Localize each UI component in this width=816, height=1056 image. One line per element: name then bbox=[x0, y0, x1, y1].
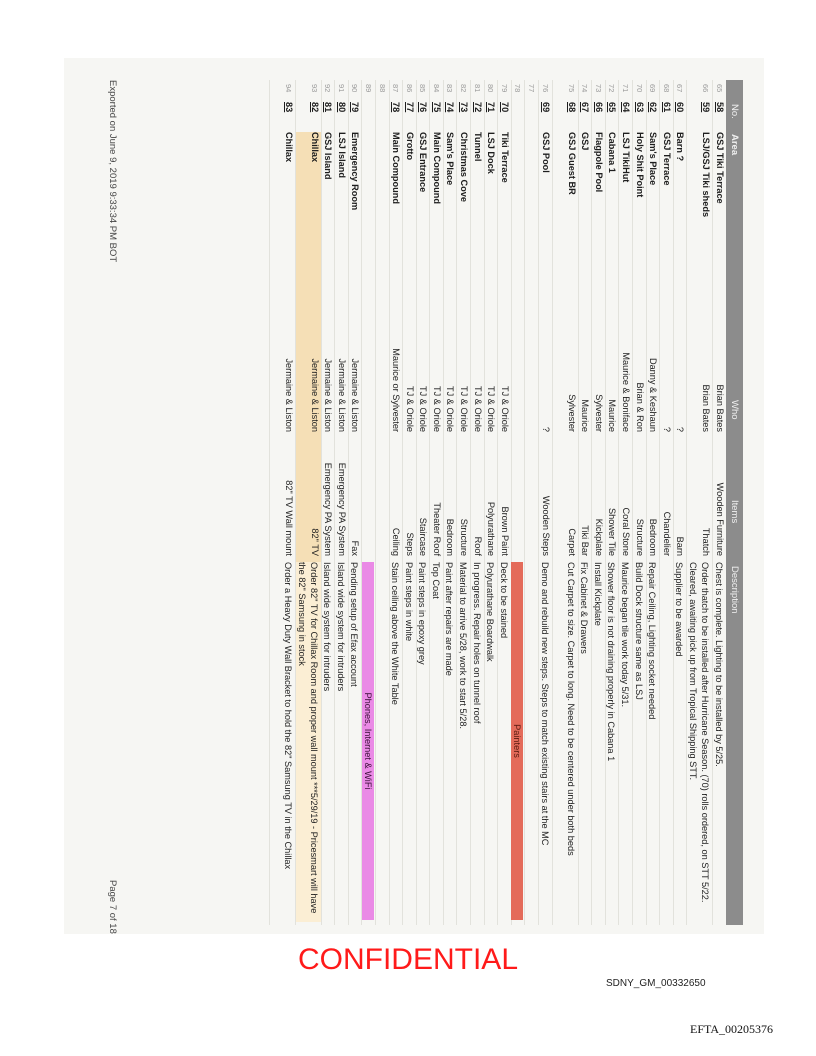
area-cell: LSJ/GSJ Tiki sheds bbox=[701, 132, 712, 218]
items-cell: Brown Paint bbox=[499, 506, 510, 556]
area-cell: Barn ? bbox=[675, 132, 686, 162]
who-cell: TJ & Oriole bbox=[431, 386, 442, 432]
table-row bbox=[334, 80, 348, 925]
table-row bbox=[348, 80, 362, 925]
who-cell: TJ & Oriole bbox=[472, 386, 483, 432]
description-cell bbox=[362, 562, 374, 922]
table-row bbox=[605, 80, 619, 925]
rotated-table-page bbox=[83, 80, 773, 960]
description-cell: Chest is complete. Lighting to be installed by 5/25. bbox=[714, 562, 724, 767]
description-cell: Repair Ceiling, Lighting socket needed bbox=[647, 562, 658, 720]
who-cell: Brian & Ron bbox=[634, 382, 645, 432]
items-cell: Bedroom bbox=[445, 518, 456, 556]
items-cell: Bedroom bbox=[648, 518, 659, 556]
area-cell: GSJ Pool bbox=[540, 132, 551, 173]
page-number: Page 7 of 18 bbox=[107, 880, 118, 934]
item-number: 82 bbox=[309, 102, 320, 113]
item-number: 72 bbox=[472, 102, 483, 113]
description-cell: Order thatch to be installed after Hurricane Season. (70) rolls ordered, on STT 5/22. Cleared, awaiting pick up from Tropical Shipping STT. bbox=[688, 562, 711, 903]
table-row bbox=[429, 80, 443, 925]
row-number: 93 bbox=[309, 84, 319, 93]
row-number: 66 bbox=[701, 84, 711, 93]
table-row bbox=[511, 80, 525, 925]
row-number: 75 bbox=[566, 84, 576, 93]
description-cell: Order a Heavy Duty Wall Bracket to hold the 82" Samsung TV in the Chillax bbox=[282, 562, 293, 870]
table-row bbox=[375, 80, 389, 925]
item-number: 73 bbox=[459, 102, 470, 113]
who-cell: TJ & Oriole bbox=[418, 386, 429, 432]
area-cell: GSJ Guest BR bbox=[566, 132, 577, 195]
item-number: 67 bbox=[580, 102, 591, 113]
row-number: 70 bbox=[634, 84, 644, 93]
area-cell: Main Compound bbox=[431, 132, 442, 204]
area-cell: Chillax bbox=[309, 132, 320, 163]
area-cell: Emergency Room bbox=[350, 132, 361, 211]
items-cell: Steps bbox=[404, 532, 415, 556]
description-cell: In progress. Repair holes on tunnel roof bbox=[471, 562, 482, 724]
table-row bbox=[470, 80, 484, 925]
description-cell: Paint steps in white bbox=[403, 562, 414, 642]
bates-number: SDNY_GM_00332650 bbox=[606, 978, 706, 989]
description-cell: Island wide system for intruders bbox=[335, 562, 346, 692]
items-cell: Barn bbox=[675, 536, 686, 556]
item-number: 83 bbox=[283, 102, 294, 113]
row-number: 94 bbox=[283, 84, 293, 93]
item-number: 60 bbox=[675, 102, 686, 113]
items-cell: Structure bbox=[634, 518, 645, 556]
table-row bbox=[269, 80, 295, 925]
items-cell: Polyurathane bbox=[486, 501, 497, 556]
item-number: 68 bbox=[566, 102, 577, 113]
table-row bbox=[443, 80, 457, 925]
description-cell: Paint after repairs are made bbox=[444, 562, 455, 676]
header-who: Who bbox=[729, 400, 740, 420]
description-cell bbox=[511, 562, 523, 922]
who-cell: TJ & Oriole bbox=[499, 386, 510, 432]
row-number: 92 bbox=[323, 84, 333, 93]
items-cell: Wooden Furniture bbox=[715, 482, 725, 556]
who-cell: Maurice bbox=[580, 399, 591, 432]
area-cell: Grotto bbox=[404, 132, 415, 161]
row-number: 85 bbox=[418, 84, 428, 93]
item-number: 64 bbox=[621, 102, 632, 113]
who-cell: Sylvester bbox=[593, 394, 604, 432]
row-number: 76 bbox=[540, 84, 550, 93]
row-number: 87 bbox=[391, 84, 401, 93]
who-cell: Jermaine & Liston bbox=[283, 358, 294, 432]
table-row bbox=[524, 80, 538, 925]
description-cell: Island wide system for intruders bbox=[322, 562, 333, 692]
who-cell: TJ & Oriole bbox=[459, 386, 470, 432]
items-cell: Structure bbox=[459, 518, 470, 556]
table-row bbox=[659, 80, 673, 925]
table-row bbox=[591, 80, 605, 925]
header-no: No. bbox=[729, 104, 740, 119]
area-cell: LSJ Island bbox=[336, 132, 347, 178]
items-cell: Theater Roof bbox=[431, 502, 442, 556]
description-cell: Deck to be stained bbox=[498, 562, 509, 639]
who-cell: Maurice & Boniface bbox=[621, 352, 632, 432]
who-cell: Maurice or Sylvester bbox=[391, 348, 402, 432]
description-cell: Pending setup of Efax account bbox=[349, 562, 360, 687]
table-row bbox=[457, 80, 471, 925]
area-cell: Flagpole Pool bbox=[593, 132, 604, 193]
table-row bbox=[389, 80, 403, 925]
table-row bbox=[686, 80, 712, 925]
items-cell: 82" TV Wall mount bbox=[283, 480, 294, 556]
item-number: 75 bbox=[431, 102, 442, 113]
area-cell: GSJ Island bbox=[323, 132, 334, 180]
item-number: 62 bbox=[648, 102, 659, 113]
table-row bbox=[552, 80, 578, 925]
efta-number: EFTA_00205376 bbox=[690, 1022, 774, 1036]
who-cell: Jermaine & Liston bbox=[336, 358, 347, 432]
item-number: 81 bbox=[323, 102, 334, 113]
row-number: 86 bbox=[404, 84, 414, 93]
area-cell: GSJ bbox=[580, 132, 591, 151]
header-area: Area bbox=[729, 134, 740, 156]
row-number: 67 bbox=[675, 84, 685, 93]
who-cell: TJ & Oriole bbox=[445, 386, 456, 432]
table-row bbox=[646, 80, 660, 925]
who-cell: TJ & Oriole bbox=[486, 386, 497, 432]
phones-section-band: Phones, Internet & WiFi bbox=[362, 562, 374, 920]
row-number: 84 bbox=[431, 84, 441, 93]
table-row bbox=[632, 80, 646, 925]
who-cell: Jermaine & Liston bbox=[323, 358, 334, 432]
table-row bbox=[497, 80, 511, 925]
items-cell: Ceiling bbox=[391, 527, 402, 556]
row-number: 91 bbox=[336, 84, 346, 93]
area-cell: Tiki Terrace bbox=[499, 132, 510, 183]
row-number: 65 bbox=[715, 84, 724, 93]
area-cell: Sam's Place bbox=[445, 132, 456, 186]
items-cell: Wooden Steps bbox=[540, 495, 551, 556]
worklist-table bbox=[269, 80, 726, 925]
area-cell: Cabana 1 bbox=[607, 132, 618, 173]
description-cell: Build Dock structure same as LSJ bbox=[633, 562, 644, 700]
description-cell: Order 82" TV for Chillax Room and proper wall mount ***5/29/19 - Pricesmart will have the 82" Samsung in stock bbox=[296, 562, 319, 914]
who-cell: ? bbox=[675, 426, 686, 432]
items-cell: Coral Stone bbox=[621, 507, 632, 556]
description-cell: Paint steps in epoxy grey bbox=[417, 562, 428, 665]
area-cell: GSJ Terrace bbox=[661, 132, 672, 186]
items-cell: Roof bbox=[472, 536, 483, 556]
item-number: 58 bbox=[715, 102, 725, 113]
row-number: 81 bbox=[472, 84, 482, 93]
who-cell: Brian Bates bbox=[701, 384, 712, 432]
who-cell: Sylvester bbox=[566, 394, 577, 432]
item-number: 77 bbox=[404, 102, 415, 113]
items-cell: Shower Tile bbox=[607, 507, 618, 556]
who-cell: ? bbox=[540, 426, 551, 432]
item-number: 79 bbox=[350, 102, 361, 113]
row-number: 73 bbox=[593, 84, 603, 93]
area-cell: LSJ TikiHut bbox=[621, 132, 632, 183]
table-row bbox=[618, 80, 632, 925]
table-row bbox=[361, 80, 375, 925]
table-row bbox=[712, 80, 726, 925]
area-cell: GSJ Tiki Terrace bbox=[715, 132, 725, 204]
who-cell: Danny & Keshaun bbox=[648, 357, 659, 432]
description-cell: Polyurathane Boardwalk bbox=[485, 562, 496, 662]
items-cell: Staircase bbox=[418, 517, 429, 556]
table-row bbox=[321, 80, 335, 925]
row-number: 69 bbox=[648, 84, 658, 93]
item-number: 69 bbox=[540, 102, 551, 113]
items-cell: 82" TV bbox=[309, 528, 320, 556]
who-cell: Maurice bbox=[607, 399, 618, 432]
description-cell: Maurice began tile work today 5/31. bbox=[620, 562, 631, 708]
items-cell: Fax bbox=[350, 540, 361, 556]
row-number: 90 bbox=[350, 84, 360, 93]
items-cell: Chandelier bbox=[661, 511, 672, 556]
description-cell: Material to arrive 5/28, work to start 5/28. bbox=[458, 562, 469, 729]
description-cell: Top Coat bbox=[430, 562, 441, 599]
item-number: 74 bbox=[445, 102, 456, 113]
row-number: 89 bbox=[363, 84, 373, 93]
description-cell: Shower floor is not draining properly in Cabana 1 bbox=[606, 562, 617, 762]
row-number: 88 bbox=[377, 84, 387, 93]
row-number: 71 bbox=[621, 84, 631, 93]
header-description: Description bbox=[729, 566, 740, 614]
item-number: 61 bbox=[661, 102, 672, 113]
area-cell: Tunnel bbox=[472, 132, 483, 162]
table-row bbox=[402, 80, 416, 925]
row-number: 83 bbox=[445, 84, 455, 93]
description-cell: Install Kickplate bbox=[592, 562, 603, 626]
confidential-stamp: CONFIDENTIAL bbox=[297, 943, 519, 976]
area-cell: Christmas Cove bbox=[459, 132, 470, 202]
item-number: 66 bbox=[593, 102, 604, 113]
item-number: 78 bbox=[391, 102, 402, 113]
item-number: 70 bbox=[499, 102, 510, 113]
item-number: 76 bbox=[418, 102, 429, 113]
description-cell: Supplier to be awarded bbox=[674, 562, 685, 657]
items-cell: Emergency PA System bbox=[336, 462, 347, 556]
area-cell: LSJ Dock bbox=[486, 132, 497, 174]
area-cell: Chillax bbox=[283, 132, 294, 163]
area-cell: Sam's Place bbox=[648, 132, 659, 186]
row-number: 78 bbox=[513, 84, 523, 93]
item-number: 65 bbox=[607, 102, 618, 113]
export-footer: Exported on June 9, 2019 9:33:34 PM BOT bbox=[107, 80, 118, 263]
area-cell: Main Compound bbox=[391, 132, 402, 204]
items-cell: Thatch bbox=[701, 527, 712, 556]
table-row bbox=[484, 80, 498, 925]
table-row bbox=[578, 80, 592, 925]
row-number: 68 bbox=[661, 84, 671, 93]
who-cell: Brian Bates bbox=[715, 384, 725, 432]
table-row bbox=[416, 80, 430, 925]
row-number: 79 bbox=[499, 84, 509, 93]
items-cell: Carpet bbox=[566, 528, 577, 556]
item-number: 59 bbox=[701, 102, 712, 113]
table-row bbox=[295, 80, 321, 925]
description-cell: Demo and rebuild new steps. Steps to match existing stairs at the MC bbox=[539, 562, 550, 846]
table-row bbox=[538, 80, 552, 925]
description-cell: Fix Cabinet & Drawers bbox=[579, 562, 590, 654]
who-cell: TJ & Oriole bbox=[404, 386, 415, 432]
items-cell: Kickplate bbox=[593, 518, 604, 556]
row-number: 72 bbox=[607, 84, 617, 93]
header-items: Items bbox=[729, 500, 740, 524]
area-cell: Holy Shit Point bbox=[634, 132, 645, 198]
item-number: 80 bbox=[336, 102, 347, 113]
description-cell: Stain ceiling above the White Table bbox=[390, 562, 401, 705]
table-row bbox=[673, 80, 687, 925]
area-cell: GSJ Entrance bbox=[418, 132, 429, 193]
description-cell: Cut Carpet to size. Carpet to long. Need to be centered under both beds bbox=[565, 562, 576, 856]
items-cell: Tiki Bar bbox=[580, 525, 591, 556]
item-number: 71 bbox=[486, 102, 497, 113]
table-header bbox=[726, 80, 743, 925]
item-number: 63 bbox=[634, 102, 645, 113]
row-number: 82 bbox=[459, 84, 469, 93]
who-cell: Jermaine & Liston bbox=[309, 358, 320, 432]
row-number: 74 bbox=[580, 84, 590, 93]
painters-section-band: Painters bbox=[511, 562, 523, 920]
row-number: 77 bbox=[527, 84, 537, 93]
row-number: 80 bbox=[486, 84, 496, 93]
items-cell: Emergency PA System bbox=[323, 462, 334, 556]
who-cell: Jermaine & Liston bbox=[350, 358, 361, 432]
who-cell: ? bbox=[661, 426, 672, 432]
